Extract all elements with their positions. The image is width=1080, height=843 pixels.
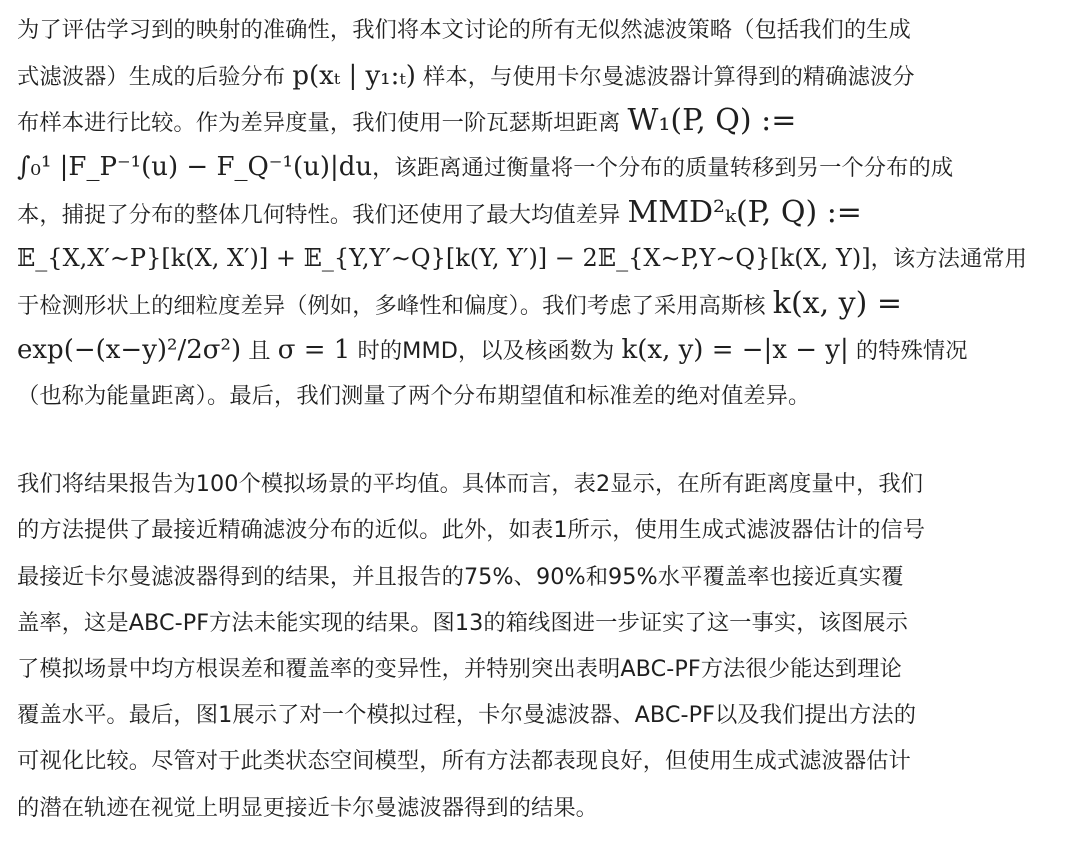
- line-text: 布样本进行比较。作为差异度量，我们使用一阶瓦瑟斯坦距离: [17, 110, 628, 137]
- text-line: [17, 282, 1064, 328]
- math-wasserstein-integral: ∫₀¹ |F_P⁻¹(u) − F_Q⁻¹(u)|du: [17, 152, 373, 183]
- text-line: [17, 328, 1064, 374]
- line-text: 于检测形状上的细粒度差异（例如，多峰性和偏度）。我们考虑了采用高斯核: [17, 293, 773, 320]
- line-text: ，该距离通过衡量将一个分布的质量转移到另一个分布的成: [372, 155, 954, 182]
- line-text: ，该方法通常用: [870, 246, 1027, 273]
- line-text: 式滤波器）生成的后验分布: [17, 63, 293, 90]
- math-mmd-def: MMD²ₖ(P, Q) :=: [627, 194, 862, 230]
- text-line: 可视化比较。尽管对于此类状态空间模型，所有方法都表现良好，但使用生成式滤波器估计: [17, 748, 911, 775]
- text-line: [17, 374, 1064, 420]
- line-text: 为了评估学习到的映射的准确性，我们将本文讨论的所有无似然滤波策略（包括我们的生成: [17, 17, 911, 43]
- text-line: 了模拟场景中均方根误差和覆盖率的变异性，并特别突出表明ABC-PF方法很少能达到理论: [17, 655, 902, 682]
- line-text: 本，捕捉了分布的整体几何特性。我们还使用了最大均值差异: [17, 201, 628, 228]
- text-line: 我们将结果报告为100个模拟场景的平均值。具体而言，表2显示，在所有距离度量中，我们: [17, 471, 924, 498]
- text-line: [17, 145, 1064, 191]
- math-energy-kernel: k(x, y) = −|x − y|: [621, 334, 849, 365]
- text-line: [17, 99, 1064, 145]
- text-line: [17, 191, 1064, 237]
- math-gaussian-kernel: exp(−(x−y)²/2σ²): [17, 334, 242, 365]
- paragraph-metrics: [17, 0, 1064, 419]
- math-gaussian-kernel-lhs: k(x, y) =: [772, 286, 902, 322]
- text-line: 盖率，这是ABC-PF方法未能实现的结果。图13的箱线图进一步证实了这一事实，该图展示: [17, 609, 908, 636]
- text-line: 的方法提供了最接近精确滤波分布的近似。此外，如表1所示，使用生成式滤波器估计的信号: [17, 517, 926, 544]
- line-text: 且: [241, 337, 278, 364]
- line-text: 样本，与使用卡尔曼滤波器计算得到的精确滤波分: [415, 63, 915, 90]
- math-posterior: p(xₜ | y₁:ₜ): [292, 60, 416, 91]
- text-line: [17, 236, 1064, 282]
- text-line: 最接近卡尔曼滤波器得到的结果，并且报告的75%、90%和95%水平覆盖率也接近真实覆: [17, 563, 904, 590]
- line-text: 时的MMD，以及核函数为: [350, 337, 622, 364]
- paragraph-results: [17, 462, 1064, 832]
- line-text: 的特殊情况: [848, 337, 968, 364]
- text-line: [17, 8, 1064, 54]
- math-mmd-expectation: 𝔼_{X,X′∼P}[k(X, X′)] + 𝔼_{Y,Y′∼Q}[k(Y, Y′)] − 2𝔼_{X∼P,Y∼Q}[k(X, Y)]: [17, 244, 871, 273]
- line-text: （也称为能量距离）。最后，我们测量了两个分布期望值和标准差的绝对值差异。: [17, 382, 811, 409]
- text-line: 覆盖水平。最后，图1展示了对一个模拟过程，卡尔曼滤波器、ABC-PF以及我们提出方法的: [17, 702, 917, 729]
- text-line: 的潜在轨迹在视觉上明显更接近卡尔曼滤波器得到的结果。: [17, 794, 599, 821]
- math-wasserstein-def: W₁(P, Q) :=: [627, 103, 797, 139]
- text-line: [17, 54, 1064, 100]
- math-sigma: σ = 1: [277, 334, 351, 365]
